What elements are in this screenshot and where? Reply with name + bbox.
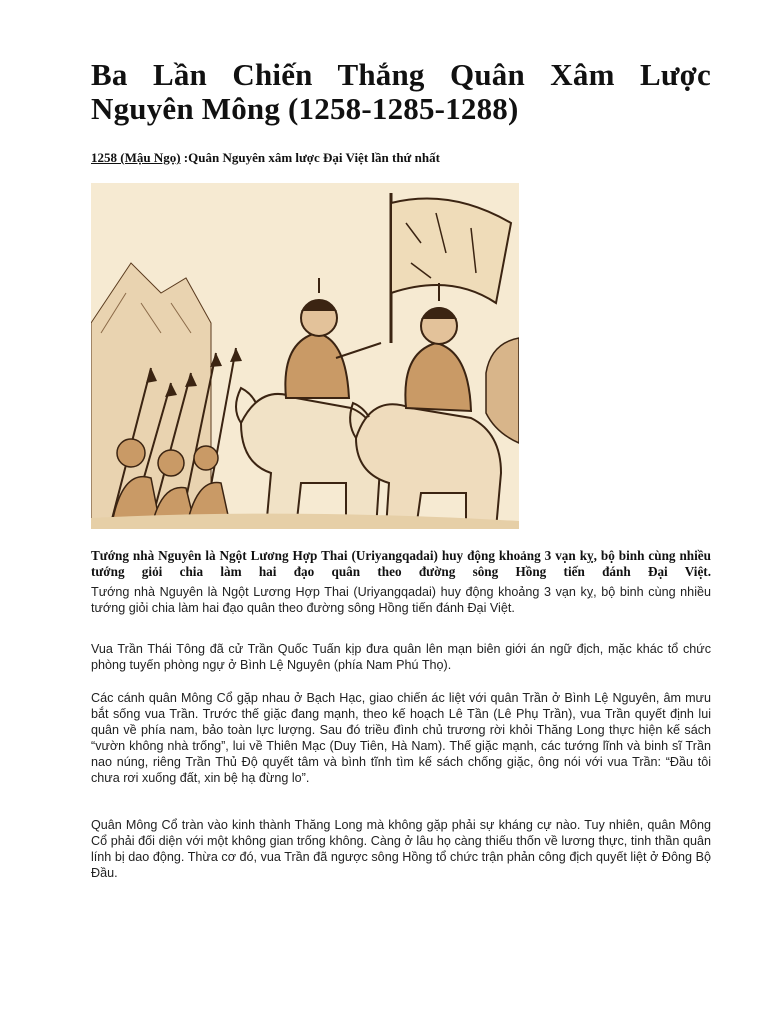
body-paragraph-2: Vua Trần Thái Tông đã cử Trần Quốc Tuấn kịp đưa quân lên mạn biên giới án ngữ địch, mặc khác tổ chức phòng tuyến phòng ngự ở Bình Lệ Nguyên (phía Nam Phú Thọ). [91,642,711,672]
warriors-illustration-icon [91,183,519,529]
body-paragraph-3: Các cánh quân Mông Cổ gặp nhau ở Bạch Hạc, giao chiến ác liệt với quân Trần ở Bình Lệ Nguyên, âm mưu bắt sống vua Trần. Trước thế giặc đang mạnh, theo kế hoạch Lê Tần (Lê Phụ Trần), vua Trần quyết định lui quân về phía nam, bảo toàn lực lượng. Sau đó triều đình chủ trương rời khỏi Thăng Long thực hiện kế sách “vườn không nhà trống”, lui về Thiên Mạc (Duy Tiên, Hà Nam). Thế giặc mạnh, các tướng lĩnh và binh sĩ Trần nao núng, riêng Trần Thủ Độ quyết tâm và bình tĩnh tìm kế sách chống giặc, ông nói với vua Trần: “Đầu tôi chưa rơi xuống đất, xin bệ hạ đừng lo”. [91,691,711,785]
subheading-text: :Quân Nguyên xâm lược Đại Việt lần thứ nhất [180,150,440,165]
document-title: Ba Lần Chiến Thắng Quân Xâm Lược Nguyên Mông (1258-1285-1288) [91,57,711,126]
lead-paragraph-bold: Tướng nhà Nguyên là Ngột Lương Hợp Thai (Uriyangqadai) huy động khoảng 3 vạn kỵ, bộ binh cùng nhiều tướng giỏi chia làm hai đạo quân theo đường sông Hồng tiến đánh Đại Việt. [91,548,711,579]
section-subheading [91,150,711,166]
body-paragraph-1: Tướng nhà Nguyên là Ngột Lương Hợp Thai (Uriyangqadai) huy động khoảng 3 vạn kỵ, bộ binh cùng nhiều tướng giỏi chia làm hai đạo quân theo đường sông Hồng tiến đánh Đại Việt. [91,585,711,615]
historical-illustration [91,183,519,529]
subheading-year-link[interactable]: 1258 (Mậu Ngọ) [91,150,181,165]
body-paragraph-4: Quân Mông Cổ tràn vào kinh thành Thăng Long mà không gặp phải sự kháng cự nào. Tuy nhiên, quân Mông Cổ phải đối diện với một không gian trống không. Càng ở lâu họ càng thiếu thốn về lương thực, tinh thần quân lính bị dao động. Thừa cơ đó, vua Trần đã ngược sông Hồng tổ chức trận phản công địch quyết liệt ở Đông Bộ Đầu. [91,818,711,880]
